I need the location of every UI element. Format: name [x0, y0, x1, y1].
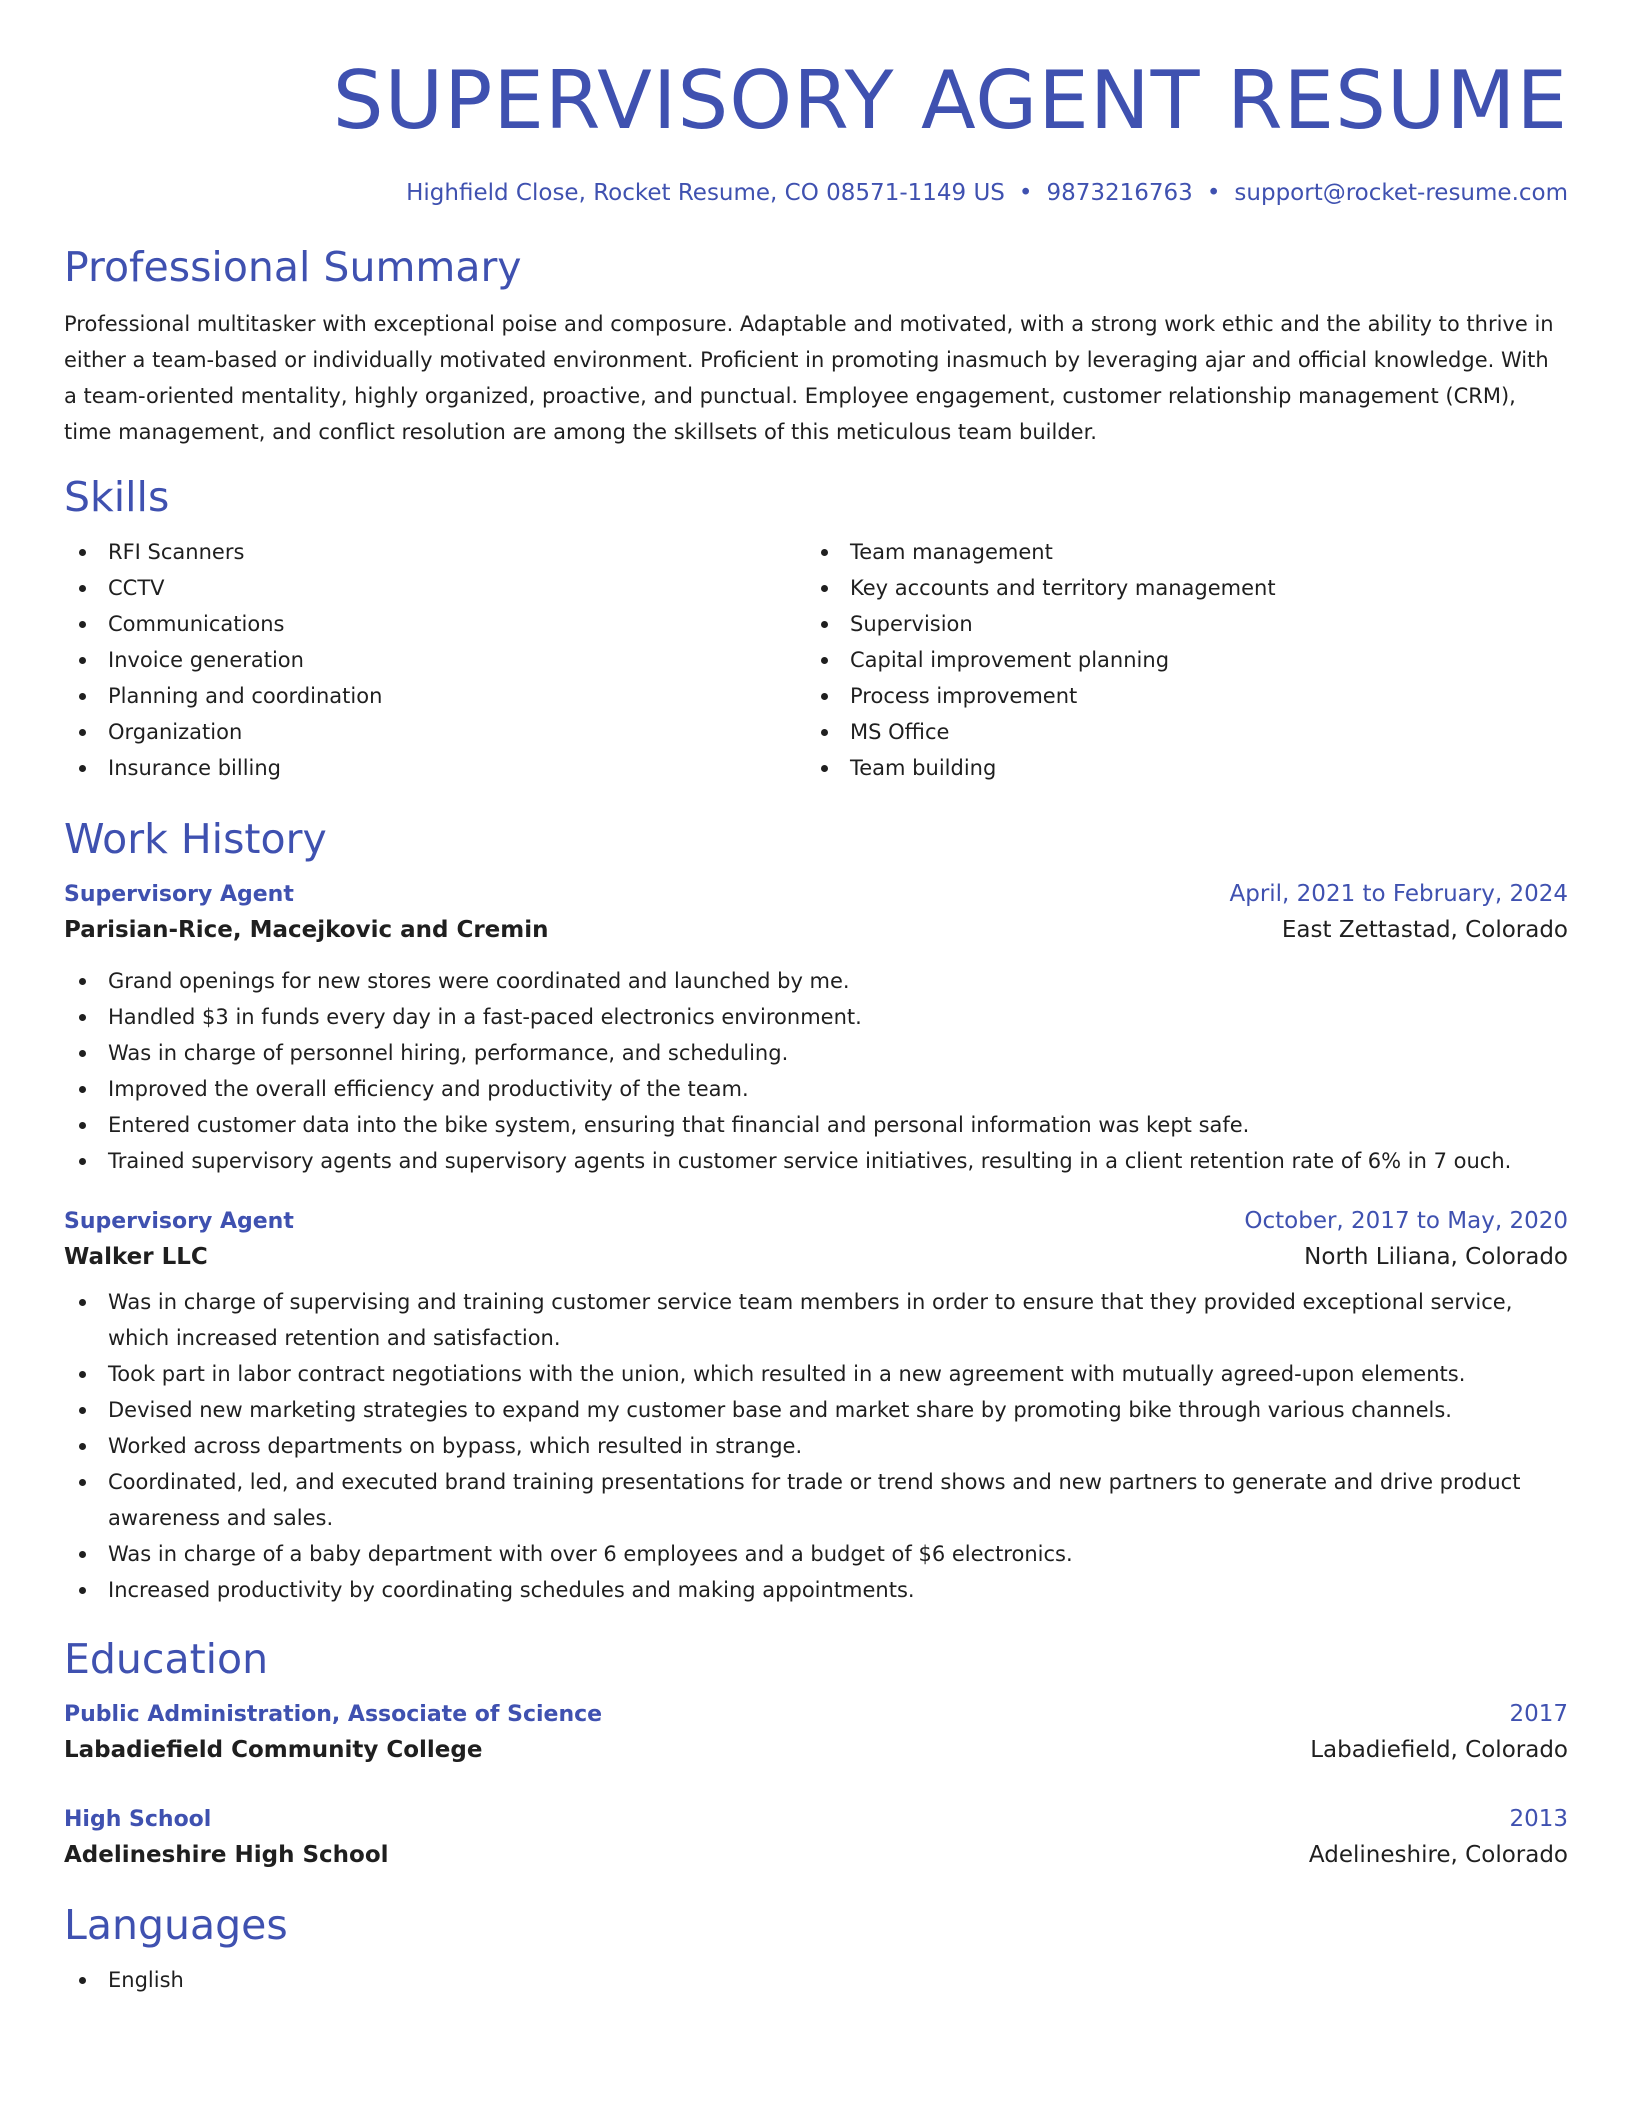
education-section: [64, 1634, 1568, 1874]
job-bullet: Was in charge of personnel hiring, performance, and scheduling.: [64, 1035, 1568, 1071]
job-bullet: Devised new marketing strategies to expand my customer base and market share by promoting bike through various channels.: [64, 1392, 1568, 1428]
summary-text: Professional multitasker with exceptional poise and composure. Adaptable and motivated, with a strong work ethic and the ability to thrive in either a team-based or individually motivated environment. Proficient in promoting inasmuch by leveraging ajar and official knowledge. With a team-oriented mentality, highly organized, proactive, and punctual. Employee engagement, customer relationship management (CRM), time management, and conflict resolution are among the skillsets of this meticulous team builder.: [64, 312, 1554, 444]
job-bullet: Grand openings for new stores were coordinated and launched by me.: [64, 963, 1568, 999]
job-bullet: Trained supervisory agents and supervisory agents in customer service initiatives, resulting in a client retention rate of 6% in 7 ouch.: [64, 1143, 1568, 1179]
education-school: Labadiefield Community College: [64, 1737, 483, 1763]
job-role: Supervisory Agent: [64, 882, 294, 907]
job-company-row: [64, 1238, 1568, 1276]
contact-line: [64, 178, 1568, 208]
education-school: Adelineshire High School: [64, 1842, 389, 1868]
section-title-languages: Languages: [64, 1901, 288, 1949]
skill-item: Planning and coordination: [64, 678, 806, 714]
section-title-education: Education: [64, 1635, 269, 1683]
job-dates: April, 2021 to February, 2024: [1229, 881, 1568, 907]
skill-item: Communications: [64, 606, 806, 642]
contact-phone: 9873216763: [1046, 180, 1193, 206]
work-history-section: [64, 814, 1568, 1608]
skill-item: Organization: [64, 714, 806, 750]
contact-separator: •: [1206, 180, 1221, 206]
skills-list-left: [64, 534, 806, 786]
education-degree: Public Administration, Associate of Science: [64, 1702, 603, 1727]
education-location: Labadiefield, Colorado: [1310, 1737, 1568, 1763]
skill-item: Key accounts and territory management: [806, 570, 1548, 606]
skill-item: Team building: [806, 750, 1548, 786]
job-dates: October, 2017 to May, 2020: [1244, 1208, 1568, 1234]
skills-section: [64, 472, 1568, 786]
section-title-summary: Professional Summary: [64, 243, 522, 291]
skills-list-right: [806, 534, 1548, 786]
education-year: 2013: [1509, 1806, 1568, 1832]
education-header-row: [64, 1698, 1568, 1731]
skill-item: Process improvement: [806, 678, 1548, 714]
job-bullet: Was in charge of supervising and training customer service team members in order to ensure that they provided exceptional service, which increased retention and satisfaction.: [64, 1284, 1568, 1356]
skill-item: MS Office: [806, 714, 1548, 750]
language-item: English: [64, 1962, 1568, 1998]
job-header-row: [64, 1205, 1568, 1238]
contact-separator: •: [1018, 180, 1033, 206]
job-location: East Zettastad, Colorado: [1281, 917, 1568, 943]
education-school-row: [64, 1731, 1568, 1769]
education-entry: [64, 1698, 1568, 1769]
job-role: Supervisory Agent: [64, 1209, 294, 1234]
skill-item: CCTV: [64, 570, 806, 606]
education-degree: High School: [64, 1807, 212, 1832]
job-bullet: Handled $3 in funds every day in a fast-paced electronics environment.: [64, 999, 1568, 1035]
skills-grid: [64, 534, 1568, 786]
education-location: Adelineshire, Colorado: [1308, 1842, 1568, 1868]
skill-item: Capital improvement planning: [806, 642, 1548, 678]
contact-address: Highfield Close, Rocket Resume, CO 08571-1149 US: [406, 180, 1005, 206]
job-bullet: Coordinated, led, and executed brand training presentations for trade or trend shows and new partners to generate and drive product awareness and sales.: [64, 1464, 1568, 1536]
languages-section: [64, 1900, 1568, 1998]
resume-header: [64, 0, 1568, 208]
job-entry: [64, 878, 1568, 1179]
summary-section: [64, 242, 1568, 450]
job-bullet: Increased productivity by coordinating schedules and making appointments.: [64, 1572, 1568, 1608]
job-bullet: Took part in labor contract negotiations with the union, which resulted in a new agreement with mutually agreed-upon elements.: [64, 1356, 1568, 1392]
education-entry: [64, 1803, 1568, 1874]
resume-title: SUPERVISORY AGENT RESUME: [332, 54, 1568, 147]
skill-item: Supervision: [806, 606, 1548, 642]
job-bullet: Was in charge of a baby department with over 6 employees and a budget of $6 electronics.: [64, 1536, 1568, 1572]
job-company-row: [64, 911, 1568, 949]
education-year: 2017: [1509, 1701, 1568, 1727]
job-entry: [64, 1205, 1568, 1608]
education-header-row: [64, 1803, 1568, 1836]
skill-item: Team management: [806, 534, 1548, 570]
job-bullets: [64, 963, 1568, 1179]
job-bullet: Entered customer data into the bike system, ensuring that financial and personal information was kept safe.: [64, 1107, 1568, 1143]
skill-item: RFI Scanners: [64, 534, 806, 570]
job-header-row: [64, 878, 1568, 911]
languages-list: [64, 1962, 1568, 1998]
section-title-work-history: Work History: [64, 815, 327, 863]
job-company: Walker LLC: [64, 1244, 208, 1270]
skill-item: Invoice generation: [64, 642, 806, 678]
job-location: North Liliana, Colorado: [1304, 1244, 1568, 1270]
education-school-row: [64, 1836, 1568, 1874]
contact-email[interactable]: support@rocket-resume.com: [1234, 180, 1568, 206]
job-company: Parisian-Rice, Macejkovic and Cremin: [64, 917, 549, 943]
job-bullets: [64, 1284, 1568, 1608]
skill-item: Insurance billing: [64, 750, 806, 786]
job-bullet: Improved the overall efficiency and productivity of the team.: [64, 1071, 1568, 1107]
job-bullet: Worked across departments on bypass, which resulted in strange.: [64, 1428, 1568, 1464]
section-title-skills: Skills: [64, 473, 170, 521]
